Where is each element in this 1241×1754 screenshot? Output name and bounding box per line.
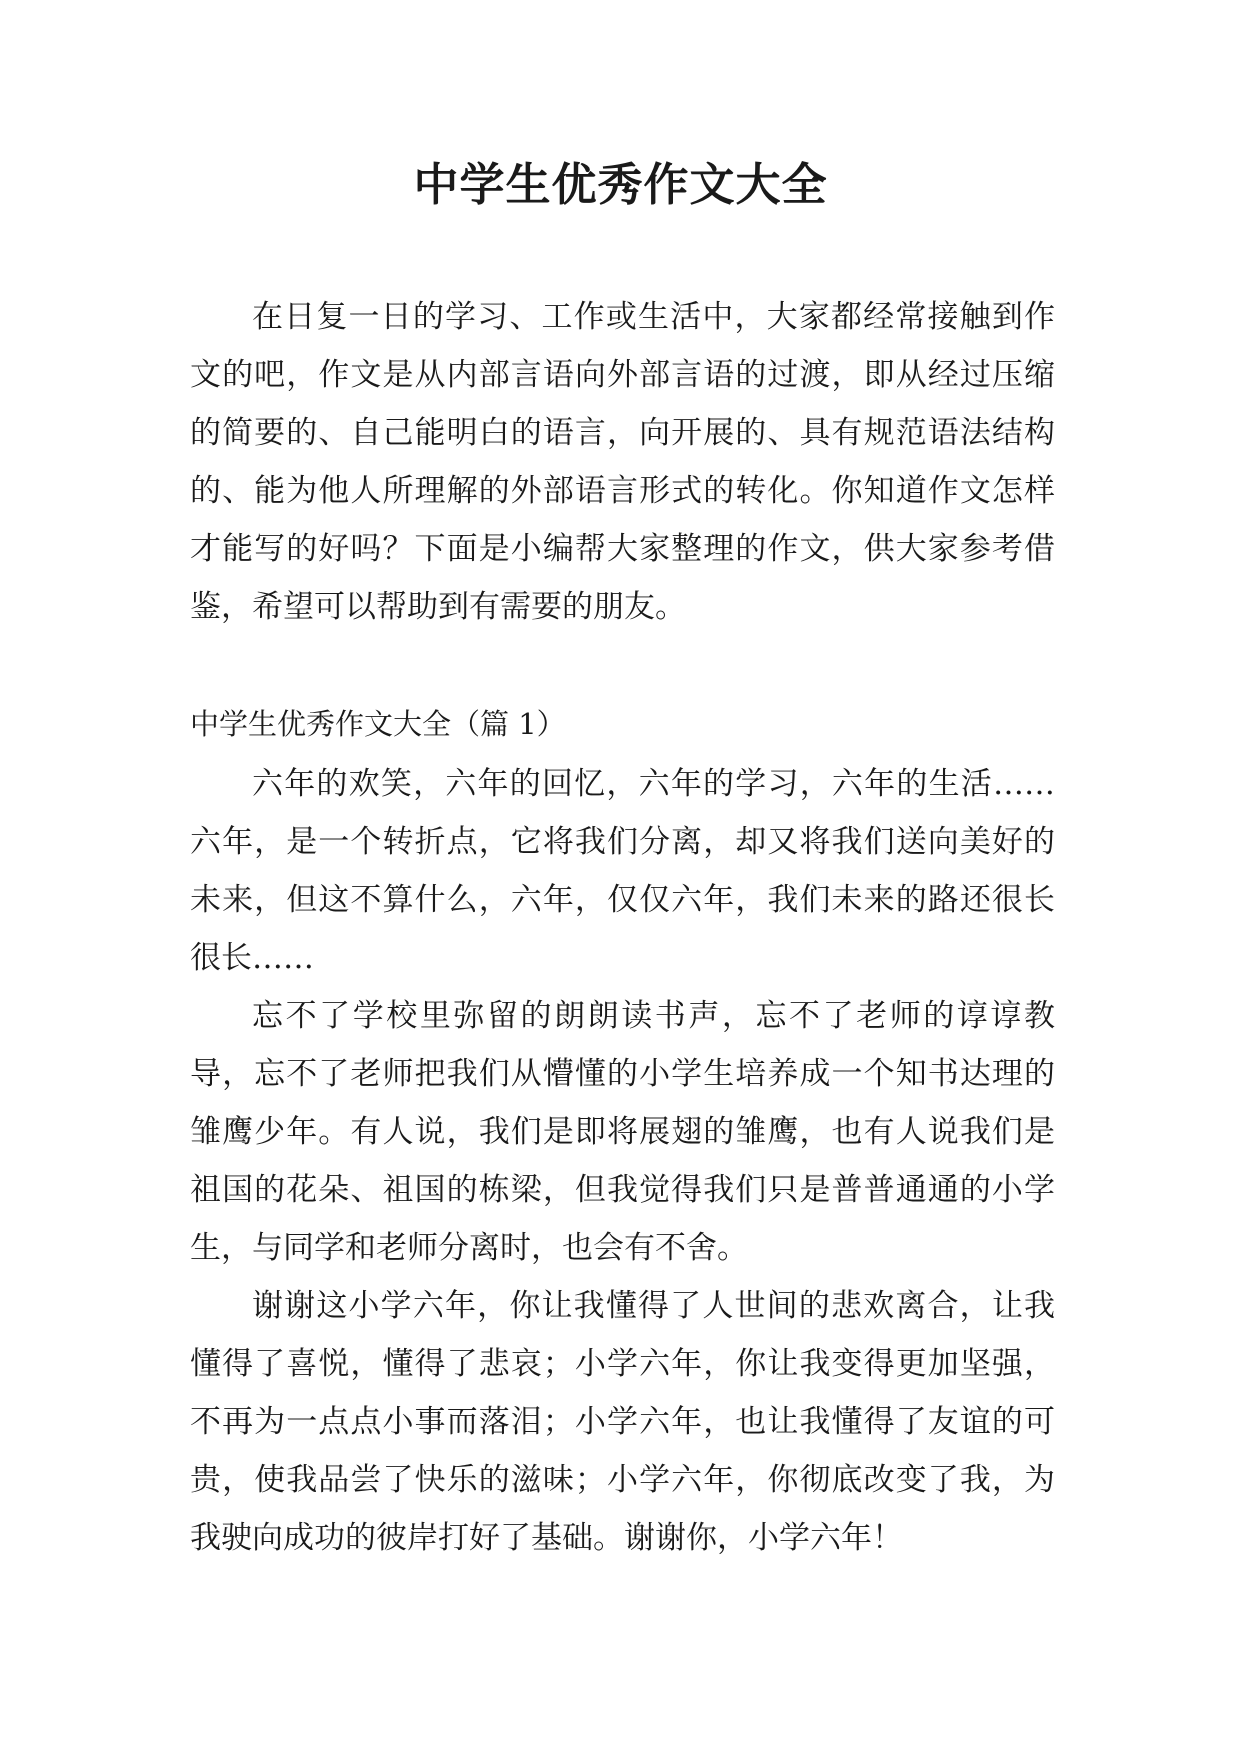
essay-paragraph-1: 六年的欢笑，六年的回忆，六年的学习，六年的生活……六年，是一个转折点，它将我们分离，却又将我们送向美好的未来，但这不算什么，六年，仅仅六年，我们未来的路还很长很长…… xyxy=(190,766,1055,976)
document-title: 中学生优秀作文大全 xyxy=(413,158,828,211)
intro-paragraph: 在日复一日的学习、工作或生活中，大家都经常接触到作文的吧，作文是从内部言语向外部言语的过渡，即从经过压缩的简要的、自己能明白的语言，向开展的、具有规范语法结构的、能为他人所理解的外部语言形式的转化。你知道作文怎样才能写的好吗？下面是小编帮大家整理的作文，供大家参考借鉴，希望可以帮助到有需要的朋友。 xyxy=(190,299,1055,625)
essay-paragraph-2: 忘不了学校里弥留的朗朗读书声，忘不了老师的谆谆教导，忘不了老师把我们从懵懂的小学生培养成一个知书达理的雏鹰少年。有人说，我们是即将展翅的雏鹰，也有人说我们是祖国的花朵、祖国的栋梁，但我觉得我们只是普普通通的小学生，与同学和老师分离时，也会有不舍。 xyxy=(190,998,1055,1266)
essay-paragraph-3: 谢谢这小学六年，你让我懂得了人世间的悲欢离合，让我懂得了喜悦，懂得了悲哀；小学六年，你让我变得更加坚强，不再为一点点小事而落泪；小学六年，也让我懂得了友谊的可贵，使我品尝了快乐的滋味；小学六年，你彻底改变了我，为我驶向成功的彼岸打好了基础。谢谢你，小学六年！ xyxy=(190,1288,1055,1556)
section-heading: 中学生优秀作文大全（篇 1） xyxy=(190,707,566,741)
